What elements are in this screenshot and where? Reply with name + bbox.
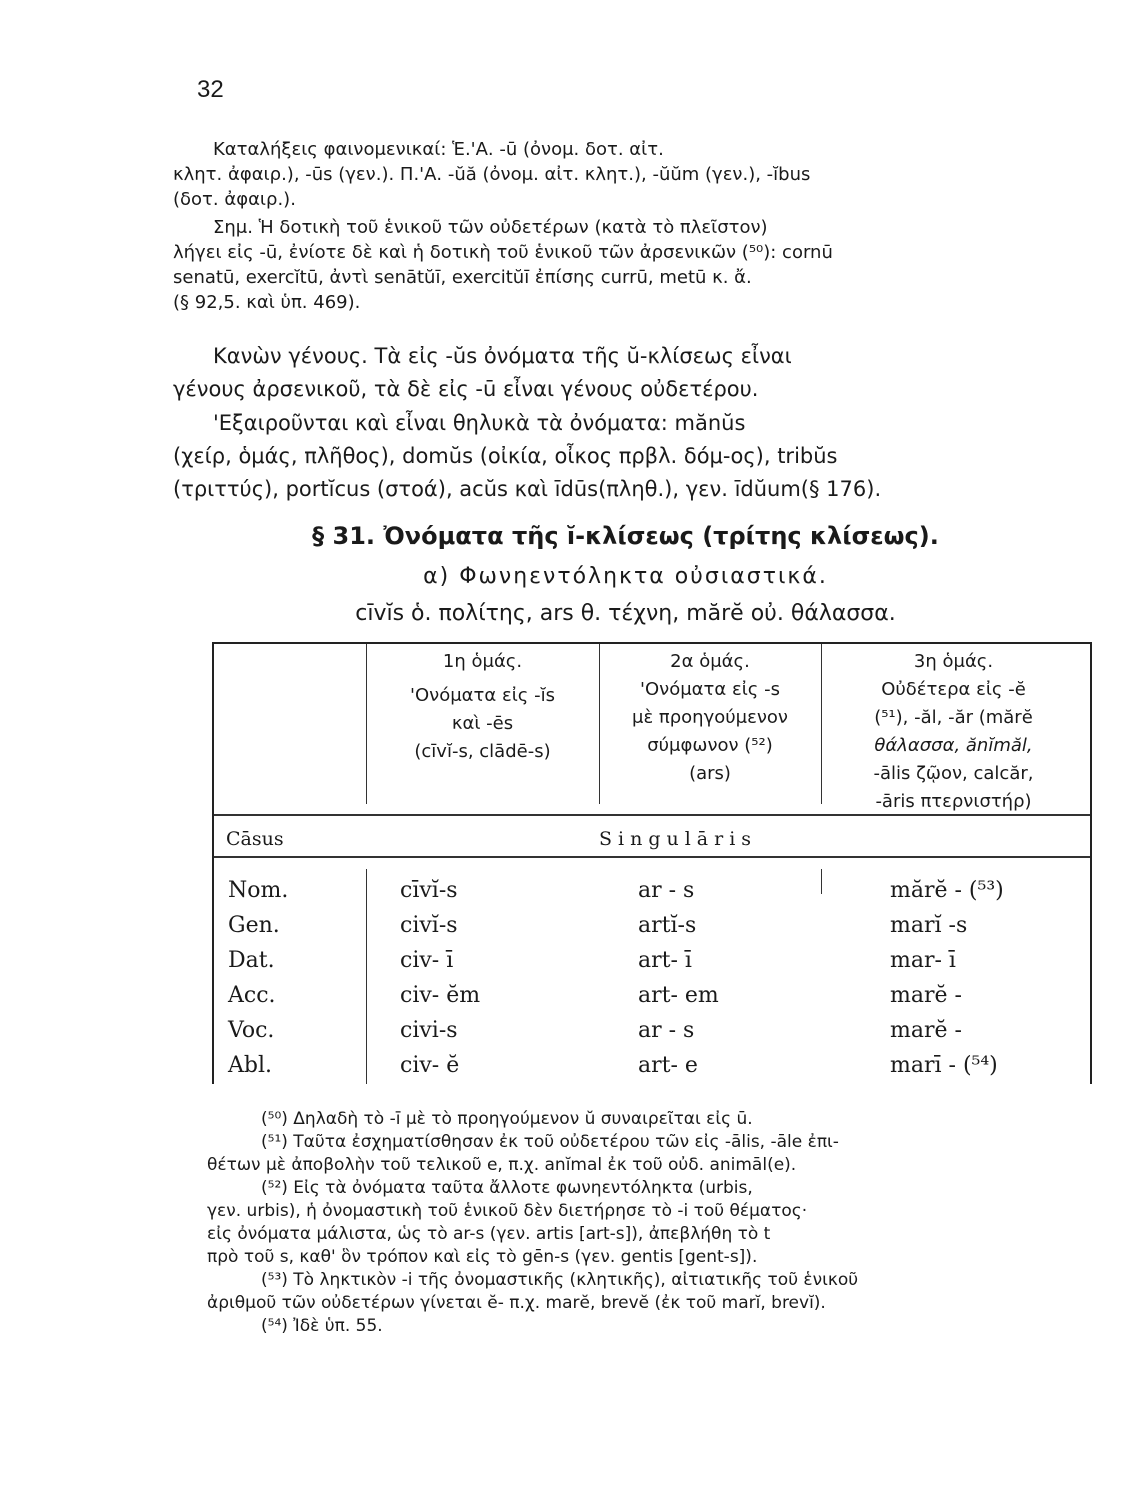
footnotes	[207, 1108, 1077, 1338]
footnote-52-cont: γεν. urbis), ἡ ὀνομαστικὴ τοῦ ἑνικοῦ δὲν διετήρησε τὸ -i τοῦ θέματος·	[207, 1201, 808, 1221]
group-1-header	[366, 648, 599, 766]
text-line: Καταλήξεις φαινομενικαί: Ἑ.'Α. -ū (ὀνομ. δοτ. αἰτ.	[213, 139, 664, 160]
group-line: 'Ονόματα εἰς -ĭs	[410, 685, 555, 706]
text-line: (§ 92,5. καὶ ὑπ. 469).	[173, 292, 361, 313]
form-cell: mar- ī	[890, 948, 956, 973]
footnote-51: (⁵¹) Ταῦτα ἐσχηματίσθησαν ἐκ τοῦ οὐδετέρου τῶν εἰς -ālis, -āle ἐπι-	[261, 1132, 839, 1152]
form-cell: mărĕ - (⁵³)	[890, 878, 1004, 903]
footnote-51-cont: θέτων μὲ ἀποβολὴν τοῦ τελικοῦ e, π.χ. anĭmal ἐκ τοῦ οὐδ. animāl(e).	[207, 1155, 797, 1175]
group-line: θάλασσα, ănĭmăl,	[874, 735, 1033, 756]
group-line: καὶ -ēs	[451, 713, 514, 734]
table-divider	[366, 869, 367, 1084]
text-line: κλητ. ἀφαιρ.), -ūs (γεν.). Π.'Α. -ŭă (ὀνομ. αἰτ. κλητ.), -ŭŭm (γεν.), -ĭbus	[173, 164, 811, 185]
case-label: Acc.	[228, 983, 276, 1008]
text-line: senatū, exercĭtū, ἀντὶ senātŭī, exercitŭī ἐπίσης currū, metū κ. ἄ.	[173, 267, 752, 288]
text-line: Σημ. Ἡ δοτικὴ τοῦ ἑνικοῦ τῶν οὐδετέρων (κατὰ τὸ πλεῖστον)	[213, 217, 768, 238]
text-line: γένους ἀρσενικοῦ, τὰ δὲ εἰς -ū εἶναι γένους οὐδετέρου.	[173, 377, 759, 401]
case-label: Dat.	[228, 948, 275, 973]
group-title: 2α ὁμάς.	[670, 651, 750, 672]
form-cell: marī - (⁵⁴)	[890, 1053, 998, 1078]
footnote-52: (⁵²) Εἰς τὰ ὀνόματα ταῦτα ἄλλοτε φωνηεντόληκτα (urbis,	[261, 1178, 753, 1198]
text-line: λήγει εἰς -ū, ἐνίοτε δὲ καὶ ἡ δοτικὴ τοῦ ἑνικοῦ τῶν ἀρσενικῶν (⁵⁰): cornū	[173, 242, 833, 263]
paragraph-endings	[173, 137, 1078, 212]
case-label: Voc.	[228, 1018, 275, 1043]
group-line: Οὐδέτερα εἰς -ĕ	[881, 679, 1026, 700]
casus-label: Cāsus	[226, 828, 284, 850]
text-line: (δοτ. ἀφαιρ.).	[173, 189, 296, 210]
form-cell: art- ī	[638, 948, 692, 973]
footnote-54: (⁵⁴) Ἰδὲ ὑπ. 55.	[261, 1316, 383, 1336]
group-line: (⁵¹), -ăl, -ăr (mărĕ	[874, 707, 1033, 728]
group-2-header	[599, 648, 821, 788]
form-cell: civi-s	[400, 1018, 458, 1043]
form-cell: art- e	[638, 1053, 698, 1078]
number-label: Singulāris	[599, 828, 758, 850]
footnote-52-cont: πρὸ τοῦ s, καθ' ὃν τρόπον καὶ εἰς τὸ gēn-s (γεν. gentis [gent-s]).	[207, 1247, 758, 1267]
form-cell: ar - s	[638, 878, 695, 903]
footnote-53: (⁵³) Τὸ ληκτικὸν -i τῆς ὀνομαστικῆς (κλητικῆς), αἰτιατικῆς τοῦ ἑνικοῦ	[261, 1270, 859, 1290]
footnote-50: (⁵⁰) Δηλαδὴ τὸ -ī μὲ τὸ προηγούμενον ŭ συναιρεῖται εἰς ū.	[261, 1109, 753, 1129]
group-line: (cīvĭ-s, clādē-s)	[414, 741, 551, 762]
form-cell: marĕ -	[890, 1018, 962, 1043]
section-subtitle: α) Φωνηεντόληκτα οὐσιαστικά.	[423, 564, 828, 589]
form-cell: civ- ī	[400, 948, 454, 973]
text-line: (τριττύς), portĭcus (στοά), acŭs καὶ īdūs(πληθ.), γεν. īdŭum(§ 176).	[173, 477, 882, 501]
group-line: 'Ονόματα εἰς -s	[640, 679, 780, 700]
form-cell: cīvĭ-s	[400, 878, 458, 903]
group-title: 3η ὁμάς.	[913, 651, 994, 672]
form-cell: civĭ-s	[400, 913, 458, 938]
form-cell: art- em	[638, 983, 719, 1008]
group-title: 1η ὁμάς.	[442, 651, 523, 672]
case-label: Nom.	[228, 878, 289, 903]
case-label: Gen.	[228, 913, 280, 938]
text-line: 'Εξαιροῦνται καὶ εἶναι θηλυκὰ τὰ ὀνόματα: mănŭs	[213, 411, 746, 435]
table-divider	[821, 869, 822, 894]
group-line: σύμφωνον (⁵²)	[647, 735, 773, 756]
group-line: (ars)	[689, 763, 731, 784]
group-line: μὲ προηγούμενον	[632, 707, 788, 728]
paragraph-exceptions	[173, 407, 1078, 506]
page-number: 32	[197, 76, 224, 103]
form-cell: marĕ -	[890, 983, 962, 1008]
footnote-53-cont: ἀριθμοῦ τῶν οὐδετέρων γίνεται ĕ- π.χ. marĕ, brevĕ (ἐκ τοῦ marĭ, brevĭ).	[207, 1293, 826, 1313]
form-cell: civ- ĕm	[400, 983, 481, 1008]
paragraph-note	[173, 215, 1078, 315]
form-cell: artĭ-s	[638, 913, 697, 938]
case-label: Abl.	[228, 1053, 272, 1078]
group-line: -āris πτερνιστήρ)	[875, 791, 1032, 812]
paragraph-gender-rule	[173, 340, 1078, 406]
section-title: § 31. Ὀνόματα τῆς ĭ-κλίσεως (τρίτης κλίσεως).	[312, 522, 939, 550]
declension-table	[212, 642, 1092, 1084]
text-line: (χείρ, ὁμάς, πλῆθος), domŭs (οἰκία, οἶκος πρβλ. δόμ-ος), tribŭs	[173, 444, 838, 468]
form-cell: civ- ĕ	[400, 1053, 460, 1078]
section-examples: cīvĭs ὁ. πολίτης, ars θ. τέχνη, mărĕ οὐ. θάλασσα.	[355, 601, 896, 626]
form-cell: marĭ -s	[890, 913, 968, 938]
form-cell: ar - s	[638, 1018, 695, 1043]
footnote-52-cont: εἰς ὀνόματα μάλιστα, ὡς τὸ ar-s (γεν. artis [art-s]), ἀπεβλήθη τὸ t	[207, 1224, 771, 1244]
group-3-header	[821, 648, 1086, 816]
text-line: Κανὼν γένους. Τὰ εἰς -ŭs ὀνόματα τῆς ŭ-κλίσεως εἶναι	[213, 344, 792, 368]
group-line: -ālis ζῷον, calcăr,	[873, 763, 1034, 784]
